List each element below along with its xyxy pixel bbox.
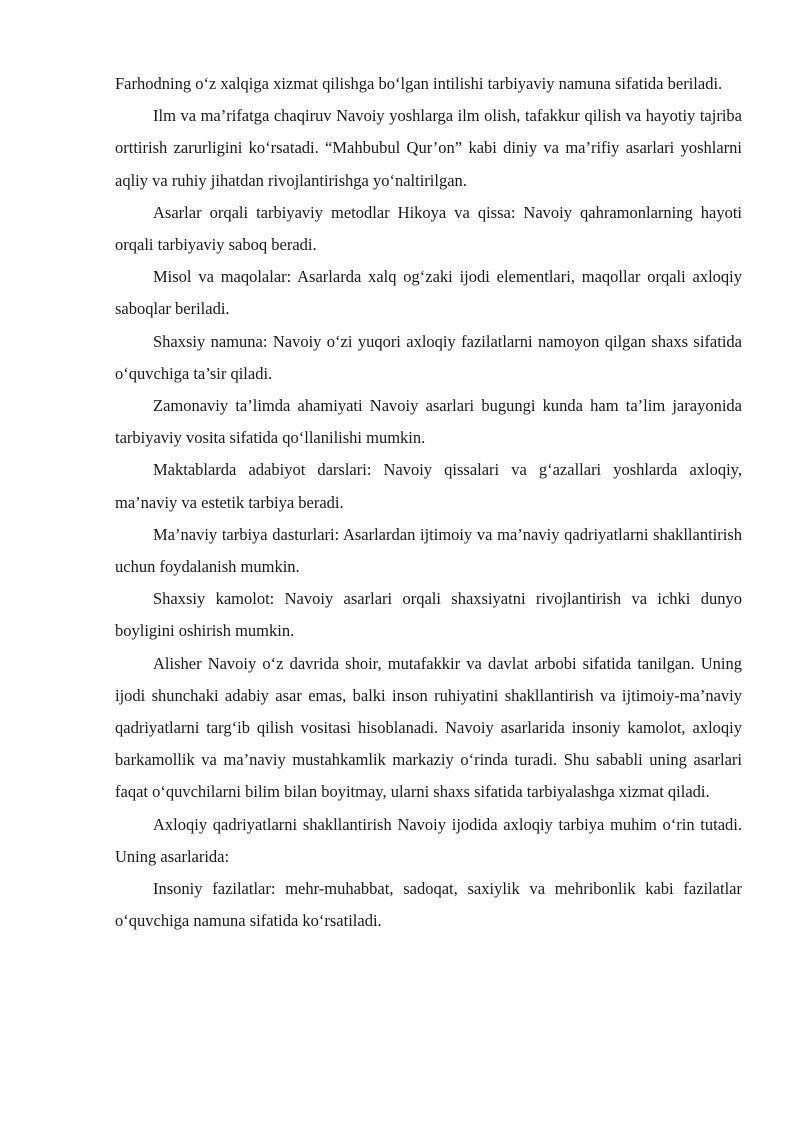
paragraph-shaxsiy-namuna: Shaxsiy namuna: Navoiy o‘zi yuqori axloqiy fazilatlarni namoyon qilgan shaxs sifatida o‘quvchiga ta’sir qiladi. — [115, 331, 742, 383]
paragraph-insoniy-fazilatlar: Insoniy fazilatlar: mehr-muhabbat, sadoqat, saxiylik va mehribonlik kabi fazilatlar o‘quvchiga namuna sifatida ko‘rsatiladi. — [115, 879, 742, 931]
paragraph-misol-va-maqolalar: Misol va maqolalar: Asarlarda xalq og‘zaki ijodi elementlari, maqollar orqali axloqiy saboqlar beriladi. — [115, 267, 742, 319]
paragraph-maktablarda: Maktablarda adabiyot darslari: Navoiy qissalari va g‘azallari yoshlarda axloqiy, ma’naviy va estetik tarbiya beradi. — [115, 460, 742, 512]
paragraph-ilm-va-marifat: Ilm va ma’rifatga chaqiruv Navoiy yoshlarga ilm olish, tafakkur qilish va hayotiy tajriba orttirish zarurligini ko‘rsatadi. “Mahbubul Qur’on” kabi diniy va ma’rifiy asarlari yoshlarni aqliy va ruhiy jihatdan rivojlantirishga yo‘naltirilgan. — [115, 106, 742, 190]
paragraph-continuation: Farhodning o‘z xalqiga xizmat qilishga bo‘lgan intilishi tarbiyaviy namuna sifatida beriladi. — [115, 74, 723, 93]
paragraph-tarbiyaviy-metodlar: Asarlar orqali tarbiyaviy metodlar Hikoya va qissa: Navoiy qahramonlarning hayoti orqali tarbiyaviy saboq beradi. — [115, 202, 742, 255]
document-page — [115, 68, 742, 937]
paragraph-alisher-navoiy: Alisher Navoiy o‘z davrida shoir, mutafakkir va davlat arbobi sifatida tanilgan. Uning ijodi shunchaki adabiy asar emas, balki inson ruhiyatini shakllantirish va ijtimoiy-ma’naviy qadriyatlarni targ‘ib qilish vositasi hisoblanadi. Navoiy asarlarida insoniy kamolot, axloqiy barkamollik va ma’naviy mustahkamlik markaziy o‘rinda turadi. Shu sababli uning asarlari faqat o‘quvchilarni bilim bilan boyitmay, ularni shaxs sifatida tarbiyalashga xizmat qiladi. — [115, 653, 742, 802]
paragraph-zamonaviy-talim: Zamonaviy ta’limda ahamiyati Navoiy asarlari bugungi kunda ham ta’lim jarayonida tarbiyaviy vosita sifatida qo‘llanilishi mumkin. — [115, 396, 742, 448]
paragraph-shaxsiy-kamolot: Shaxsiy kamolot: Navoiy asarlari orqali shaxsiyatni rivojlantirish va ichki dunyo boyligini oshirish mumkin. — [115, 589, 742, 641]
paragraph-axloqiy-qadriyatlar: Axloqiy qadriyatlarni shakllantirish Navoiy ijodida axloqiy tarbiya muhim o‘rin tutadi. Uning asarlarida: — [115, 814, 742, 866]
paragraph-manaviy-tarbiya: Ma’naviy tarbiya dasturlari: Asarlardan ijtimoiy va ma’naviy qadriyatlarni shakllantirish uchun foydalanish mumkin. — [115, 524, 742, 577]
